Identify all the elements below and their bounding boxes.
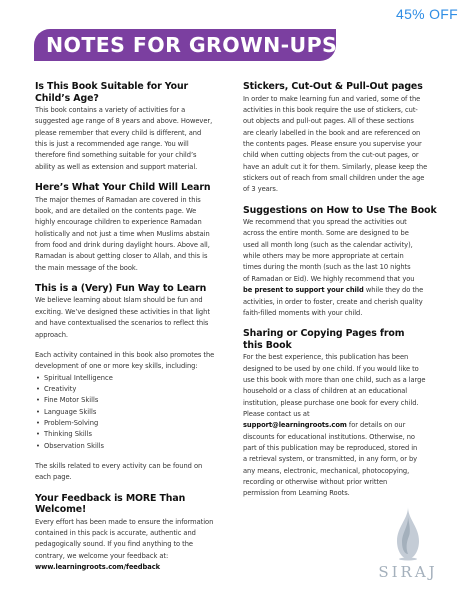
- page-title: NOTES FOR GROWN-UPS: [46, 33, 338, 57]
- section-heading: This is a (Very) Fun Way to Learn: [35, 282, 207, 294]
- section-body: Each activity contained in this book also promotes the development of one or more key skills, including:: [35, 350, 215, 371]
- drop-icon: [393, 505, 423, 561]
- section-heading: Your Feedback is MORE Than Welcome!: [35, 492, 186, 516]
- feedback-link[interactable]: www.learningroots.com/feedback: [35, 563, 161, 571]
- heading-line: Is This Book Suitable for Your: [35, 81, 189, 92]
- list-item: • Thinking Skills: [35, 429, 231, 440]
- list-item: • Language Skills: [35, 407, 231, 418]
- logo-text: SIRAJ: [378, 563, 438, 581]
- section-heading: [243, 328, 443, 351]
- list-item: • Fine Motor Skills: [35, 395, 231, 406]
- section-body: The skills related to every activity can be found on each page.: [35, 461, 203, 482]
- title-banner: [34, 29, 336, 61]
- section-feedback: [35, 493, 231, 574]
- section-heading: Suggestions on How to Use The Book: [243, 204, 437, 216]
- section-body: This book contains a variety of activities for a suggested age range of 8 years and above. However, please remember that every child is different, and this is just a recommended age range. You will therefore find something suitable for your child’s ability as well as extension and support material.: [35, 106, 213, 171]
- list-item: • Creativity: [35, 384, 231, 395]
- section-what-child-learns: [35, 182, 231, 274]
- right-column: [243, 81, 443, 500]
- section-fun-way-to-learn: [35, 283, 231, 484]
- list-item: • Spiritual Intelligence: [35, 373, 231, 384]
- section-stickers-cutouts: [243, 81, 443, 196]
- section-body: For the best experience, this publication has been designed to be used by one child. If you would like to use this book with more than one child, such as a large household or a class of children at an educational institution, please purchase one book for every child. Please contact us at support@learningroots.com for details on our discounts for educational institutions. Otherwise, no part of this publication may be reproduced, stored in a retrieval system, or transmitted, in any form, or by any means, electronic, mechanical, photocopying, recording or otherwise without prior written permission from Learning Roots.: [243, 353, 426, 498]
- heading-line: Sharing or Copying Pages from: [243, 328, 405, 340]
- section-body: We recommend that you spread the activities out across the entire month. Some are designed to be used all month long (such as the calendar activity), while others may be more appropriate at certain times during the month (such as the last 10 nights of Ramadan or Eid). We highly recommend that you be present to support your child while they do the activities, in order to foster, create and cherish quality faith-filled moments with your child.: [243, 218, 424, 317]
- emphasis-text: be present to support your child: [243, 286, 364, 295]
- discount-badge: 45% OFF: [395, 6, 458, 22]
- section-heading: Here’s What Your Child Will Learn: [35, 182, 211, 194]
- left-column: [35, 81, 231, 573]
- section-body: The major themes of Ramadan are covered in this book, and are detailed on the contents page. We highly encourage children to experience Ramadan holistically and not just a time when Muslims abstain from food and drink during daylight hours. Above all, Ramadan is about getting closer to Allah, and this is the main message of the book.: [35, 195, 210, 272]
- siraj-logo: [373, 505, 443, 587]
- list-item: • Problem-Solving: [35, 418, 231, 429]
- skills-list: [35, 373, 231, 452]
- heading-line: Child’s Age?: [35, 92, 99, 104]
- section-sharing-copying: [243, 328, 443, 499]
- support-email-link[interactable]: support@learningroots.com: [243, 421, 347, 430]
- section-body: In order to make learning fun and varied, some of the activities in this book require the use of stickers, cut- out objects and pull-out pages. All of these sections are clearly labelled in the book and are referenced on the contents pages. Please ensure you supervise your child when cutting objects from the cut-out pages, or have an adult cut it for them. Similarly, please keep the stickers out of reach from small children under the age of 3 years.: [243, 94, 428, 194]
- heading-line: this Book: [243, 339, 292, 351]
- section-age-suitability: [35, 81, 231, 173]
- section-heading: [35, 81, 231, 104]
- section-body: Every effort has been made to ensure the information contained in this pack is accurate, authentic and pedagogically sound. If you find anything to the contrary, we welcome your feedback at: www.learningroots.com/feedback: [35, 517, 214, 571]
- section-body: We believe learning about Islam should be fun and exciting. We’ve designed these activities in that light and have contextualised the scenarios to reflect this approach.: [35, 296, 210, 339]
- section-how-to-use: [243, 205, 443, 320]
- section-heading: Stickers, Cut-Out & Pull-Out pages: [243, 81, 423, 92]
- list-item: • Observation Skills: [35, 441, 231, 452]
